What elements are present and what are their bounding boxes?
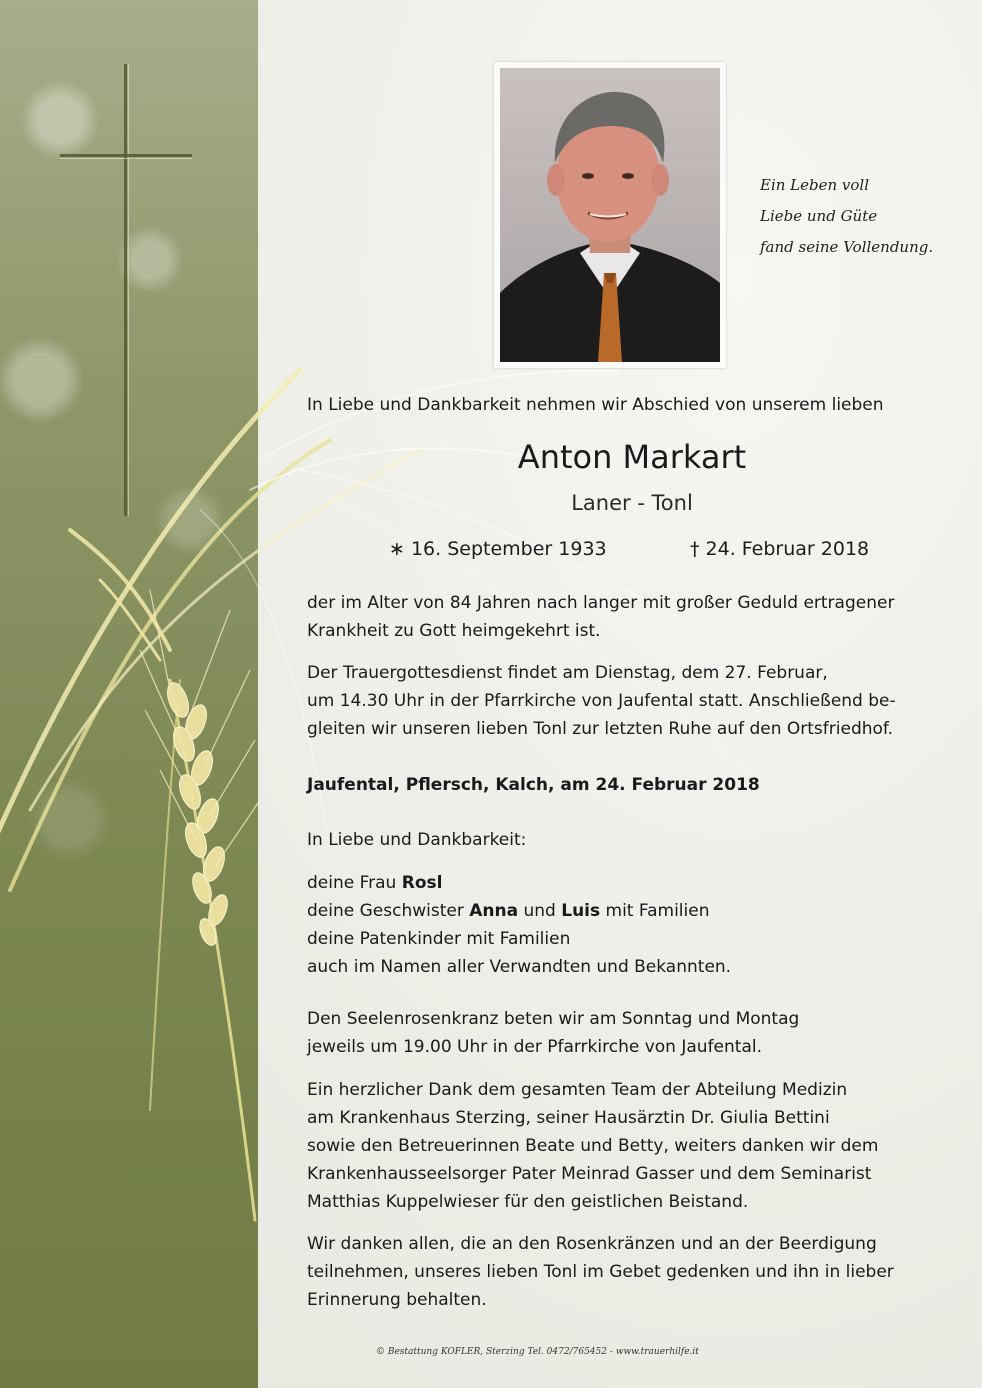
place-date-line: Jaufental, Pflersch, Kalch, am 24. Februar 2018: [307, 775, 760, 795]
text-line: Krankenhausseelsorger Pater Meinrad Gasser und dem Seminarist: [307, 1164, 872, 1184]
paragraph-thanks-all: [307, 1230, 957, 1314]
text-line: Matthias Kuppelwieser für den geistlichen Beistand.: [307, 1192, 749, 1212]
text-line: Erinnerung behalten.: [307, 1290, 487, 1310]
mourner-siblings: [307, 897, 957, 925]
intro-text: [307, 391, 957, 419]
sibling-name: Luis: [561, 901, 601, 921]
quote-line: Liebe und Güte: [760, 207, 878, 225]
text-line: Krankheit zu Gott heimgekehrt ist.: [307, 621, 601, 641]
paragraph-funeral: [307, 659, 957, 743]
mourner-godchildren: deine Patenkinder mit Familien: [307, 929, 571, 949]
deceased-nickname: Laner - Tonl: [571, 491, 693, 515]
text-line: sowie den Betreuerinnen Beate und Betty, weiters danken wir dem: [307, 1136, 879, 1156]
quote-line: fand seine Vollendung.: [760, 238, 934, 256]
siblings-suffix: mit Familien: [600, 901, 710, 921]
text-line: am Krankenhaus Sterzing, seiner Hausärztin Dr. Giulia Bettini: [307, 1108, 830, 1128]
mourners-intro-line: In Liebe und Dankbarkeit:: [307, 830, 527, 850]
intro-line: In Liebe und Dankbarkeit nehmen wir Abschied von unserem lieben: [307, 395, 884, 415]
sibling-name: Anna: [469, 901, 519, 921]
deceased-name: Anton Markart: [517, 438, 747, 476]
mourners-list: [307, 869, 957, 981]
text-line: Der Trauergottesdienst findet am Dienstag, dem 27. Februar,: [307, 663, 828, 683]
text-line: gleiten wir unseren lieben Tonl zur letzten Ruhe auf den Ortsfriedhof.: [307, 719, 894, 739]
place-date: [307, 771, 957, 799]
siblings-prefix: deine Geschwister: [307, 901, 470, 921]
text-line: der im Alter von 84 Jahren nach langer mit großer Geduld ertragener: [307, 593, 895, 613]
text-line: Ein herzlicher Dank dem gesamten Team der Abteilung Medizin: [307, 1080, 848, 1100]
mourner-relatives: auch im Namen aller Verwandten und Bekannten.: [307, 957, 732, 977]
portrait-photo: [494, 62, 726, 368]
mourner-wife: [307, 869, 957, 897]
wife-prefix: deine Frau: [307, 873, 402, 893]
text-line: Wir danken allen, die an den Rosenkränzen und an der Beerdigung: [307, 1234, 877, 1254]
death-date: † 24. Februar 2018: [690, 538, 870, 560]
paragraph-thanks-staff: [307, 1076, 957, 1216]
paragraph-rosary: [307, 1005, 957, 1061]
quote-line: Ein Leben voll: [760, 176, 870, 194]
text-line: um 14.30 Uhr in der Pfarrkirche von Jaufental statt. Anschließend be-: [307, 691, 896, 711]
mourners-intro: [307, 826, 957, 854]
quote: [760, 170, 960, 263]
birth-date: ∗ 16. September 1933: [389, 538, 607, 560]
portrait-image: [500, 68, 720, 362]
cross-icon: [60, 64, 192, 516]
text-line: Den Seelenrosenkranz beten wir am Sonntag und Montag: [307, 1009, 800, 1029]
siblings-and: und: [518, 901, 562, 921]
text-line: teilnehmen, unseres lieben Tonl im Gebet gedenken und ihn in lieber: [307, 1262, 894, 1282]
paragraph-illness: [307, 589, 957, 645]
wife-name: Rosl: [401, 873, 443, 893]
footer-credit: © Bestattung KOFLER, Sterzing Tel. 0472/765452 - www.trauerhilfe.it: [376, 1347, 699, 1357]
text-line: jeweils um 19.00 Uhr in der Pfarrkirche von Jaufental.: [307, 1037, 762, 1057]
